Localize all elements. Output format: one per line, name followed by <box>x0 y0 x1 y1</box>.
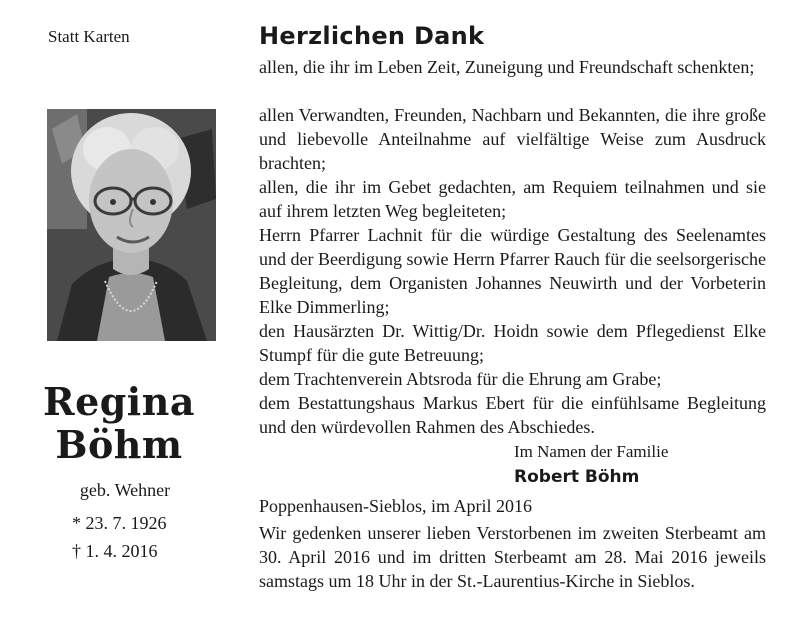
signoff-name: Robert Böhm <box>514 467 640 487</box>
birth-date: * 23. 7. 1926 <box>72 513 167 533</box>
thanks-paragraph: allen Verwandten, Freunden, Nachbarn und Bekannten, die ihre große und liebevolle Anteilnahme auf vielfältige Weise zum Ausdruck brachten; <box>259 105 766 173</box>
thanks-paragraph: allen, die ihr im Leben Zeit, Zuneigung und Freundschaft schenkten; <box>259 57 755 77</box>
maiden-name: geb. Wehner <box>79 480 171 500</box>
thanks-paragraph: den Hausärzten Dr. Wittig/Dr. Hoidn sowie dem Pflegedienst Elke Stumpf für die gute Betreuung; <box>259 321 766 365</box>
deceased-first-name: Regina <box>42 379 195 424</box>
place-date: Poppenhausen-Sieblos, im April 2016 <box>259 496 532 516</box>
thanks-paragraph: dem Trachtenverein Abtsroda für die Ehrung am Grabe; <box>259 369 662 389</box>
signoff-line: Im Namen der Familie <box>514 442 669 461</box>
thanks-paragraph: allen, die ihr im Gebet gedachten, am Requiem teilnahmen und sie auf ihrem letzten Weg begleiteten; <box>259 177 766 221</box>
left-column <box>0 0 238 632</box>
statt-karten-label: Statt Karten <box>48 27 130 46</box>
deceased-last-name: Böhm <box>55 422 183 467</box>
thanks-paragraph: Herrn Pfarrer Lachnit für die würdige Gestaltung des Seelenamtes und der Beerdigung sowie Herrn Pfarrer Rauch für die seelsorgerische Begleitung, dem Organisten Johannes Neuwirth und der Vorbeterin Elke Dimmerling; <box>259 225 766 317</box>
thanks-paragraph: dem Bestattungshaus Markus Ebert für die einfühlsame Begleitung und den würdevollen Rahmen des Abschiedes. <box>259 393 766 437</box>
death-date: † 1. 4. 2016 <box>72 541 158 561</box>
memorial-service-text: Wir gedenken unserer lieben Verstorbenen im zweiten Sterbeamt am 30. April 2016 und im dritten Sterbeamt am 28. Mai 2016 jeweils samstags um 18 Uhr in der St.-Laurentius-Kirche in Sieblos. <box>259 523 766 591</box>
portrait-photo <box>47 109 216 341</box>
thanks-heading: Herzlichen Dank <box>259 22 485 50</box>
